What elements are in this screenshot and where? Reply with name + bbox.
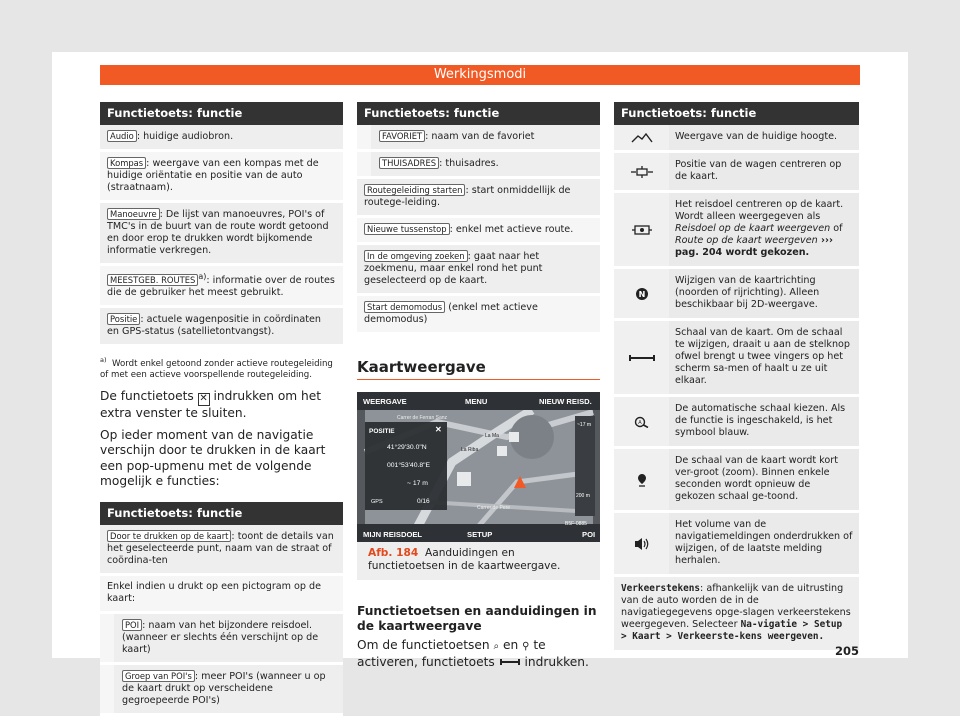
table-row: Groep van POI's : meer POI's (wanneer u op de kaart drukt op verscheidene gegroepeerde POI's)	[100, 665, 343, 716]
map-scale-label: 200 m	[576, 493, 590, 499]
nieuw-reisdoel-button[interactable]: NIEUW REISD.	[539, 397, 592, 406]
mijn-reisdoel-button[interactable]: MIJN REISDOEL	[363, 530, 423, 539]
table-row: MEESTGEB. ROUTES $^{a)}$: informatie over de routes die de gebruiker het meest gebruikt.	[100, 266, 343, 308]
table-row: Het volume van de navigatiemeldingen onderdrukken of wijzigen, of de laatste melding herhalen.	[614, 513, 859, 577]
table-row: N Wijzigen van de kaartrichting (noorden of rijrichting). Alleen beschikbaar bij 2D-weergave.	[614, 269, 859, 321]
popup-altitude: ~ 17 m	[407, 480, 428, 487]
center-destination-icon	[632, 224, 652, 236]
page-number: 205	[835, 644, 860, 658]
section-title: Kaartweergave	[357, 361, 600, 380]
table-row: Routegeleiding starten : start onmiddellijk de routege-leiding.	[357, 179, 600, 218]
map-street-label: La Riba	[461, 447, 479, 453]
function-key[interactable]: THUISADRES	[379, 157, 439, 169]
function-key[interactable]: Manoeuvre	[107, 208, 160, 220]
function-key[interactable]: Groep van POI's	[122, 670, 195, 682]
table-row: Positie van de wagen centreren op de kaart.	[614, 153, 859, 193]
navigation-screen-photo	[357, 392, 600, 542]
map-street-label: La Ma	[485, 433, 499, 439]
function-key[interactable]: FAVORIET	[379, 130, 425, 142]
table-row: Positie : actuele wagenpositie in coördinaten en GPS-status (satellietontvangst).	[100, 308, 343, 347]
table-row: In de omgeving zoeken : gaat naar het zoekmenu, maar enkel rond het punt geselecteerd op de kaart.	[357, 245, 600, 296]
zoom-pin-icon: ⚲	[522, 641, 530, 652]
map-street-label: Carrer de Ferran Sanz	[397, 415, 448, 421]
figure-caption: Afb. 184 Aanduidingen en functietoetsen in de kaartweergave.	[357, 542, 600, 580]
table-row: A De automatische schaal kiezen. Als de functie is ingeschakeld, is het symbool blauw.	[614, 397, 859, 449]
sub-heading: Functietoetsen en aanduidingen in de kaartweergave	[357, 604, 597, 633]
column-1	[100, 102, 343, 716]
function-key[interactable]: Positie	[107, 313, 140, 325]
popup-title: POSITIE	[369, 428, 395, 435]
table-row: POI : naam van het bijzondere reisdoel. (wanneer er slechts één verschijnt op de kaart)	[100, 614, 343, 665]
table-row: Nieuwe tussenstop : enkel met actieve route.	[357, 218, 600, 245]
menu-button[interactable]: MENU	[465, 397, 488, 406]
table-header: Functietoets: functie	[100, 502, 343, 525]
section-banner: Werkingsmodi	[100, 65, 860, 85]
map-street-label: Carrer de Pere	[477, 505, 511, 511]
column-2	[357, 102, 600, 676]
function-key[interactable]: In de omgeving zoeken	[364, 250, 468, 262]
paragraph: De functietoets ✕ indrukken om het extra venster te sluiten.	[100, 389, 322, 421]
setup-button[interactable]: SETUP	[467, 530, 493, 539]
function-key[interactable]: Audio	[107, 130, 137, 142]
table-row: THUISADRES : thuisadres.	[357, 152, 600, 179]
table-row: Door te drukken op de kaart : toont de details van het geselecteerde punt, naam van de straat of coördina-ten	[100, 525, 343, 576]
function-key[interactable]: MEESTGEB. ROUTES	[107, 274, 198, 286]
poi-button[interactable]: POI	[582, 530, 596, 539]
compass-north-icon	[635, 287, 649, 301]
table-row: Audio : huidige audiobron.	[100, 125, 343, 152]
table-header: Functietoets: functie	[614, 102, 859, 125]
image-reference: B5F-0885	[565, 521, 587, 527]
auto-zoom-icon	[634, 416, 650, 428]
popup-longitude: 001°53'40.8"E	[387, 462, 431, 469]
auto-zoom-icon: ⌕	[493, 641, 500, 652]
table-row: Weergave van de huidige hoogte.	[614, 125, 859, 153]
table-row: Schaal van de kaart. Om de schaal te wijzigen, draait u aan de stelknop ofwel brengt u twee vingers op het scherm sa-men of haalt u ze uit elkaar.	[614, 321, 859, 397]
map-scale-icon	[628, 354, 656, 362]
table-row: Start demomodus (enkel met actieve demomodus)	[357, 296, 600, 335]
paragraph: Om de functietoetsen ⌕ en ⚲ te activeren, functietoets indrukken.	[357, 638, 589, 669]
table-header: Functietoets: functie	[357, 102, 600, 125]
svg-text:A: A	[637, 419, 642, 426]
popup-latitude: 41°29'30.0"N	[387, 444, 427, 451]
table-header: Functietoets: functie	[100, 102, 343, 125]
weergave-button[interactable]: WEERGAVE	[363, 397, 407, 406]
map-scale-icon	[499, 655, 521, 669]
column-3	[614, 102, 859, 653]
svg-text:N: N	[638, 289, 645, 299]
table-row: FAVORIET : naam van de favoriet	[357, 125, 600, 152]
function-key[interactable]: Door te drukken op de kaart	[107, 530, 231, 542]
function-key[interactable]: Kompas	[107, 157, 146, 169]
table-row: Enkel indien u drukt op een pictogram op de kaart:	[100, 576, 343, 614]
function-key[interactable]: Nieuwe tussenstop	[364, 223, 450, 235]
table-row: Kompas : weergave van een kompas met de huidige oriëntatie en positie van de auto (straatnaam).	[100, 152, 343, 203]
popup-gps: GPS	[371, 499, 383, 505]
function-key[interactable]: Routegeleiding starten	[364, 184, 465, 196]
zoom-pin-icon	[637, 473, 647, 487]
footnote: $^{a)}$ Wordt enkel getoond zonder actieve routegeleiding of met een actieve voorspellende routegeleiding.	[100, 356, 333, 381]
table-row: Manoeuvre : De lijst van manoeuvres, POI's of TMC's in de buurt van de route wordt getoond en door erop te drukken wordt bijkomende informatie verkregen.	[100, 203, 343, 266]
center-car-icon	[631, 166, 653, 178]
function-key[interactable]: Start demomodus	[364, 301, 445, 313]
table-row: Verkeerstekens: afhankelijk van de uitrusting van de auto worden de in de navigatiegegevens opge-slagen verkeerstekens weergegeven. Selecteer Na-vigatie > Setup > Kaart > Verkeerste-kens weergeven.	[614, 577, 859, 653]
close-icon: ✕	[199, 393, 208, 405]
nav-volume-icon	[633, 537, 651, 551]
altitude-icon	[631, 133, 653, 143]
table-row: De schaal van de kaart wordt kort ver-groot (zoom). Binnen enkele seconden wordt opnieuw de gekozen schaal ge-toond.	[614, 449, 859, 513]
popup-satellites: 0/16	[417, 498, 430, 505]
table-row: Het reisdoel centreren op de kaart. Wordt alleen weergegeven als Reisdoel op de kaart weergeven of Route op de kaart weergeven ››› pag. 204 wordt gekozen.	[614, 193, 859, 269]
altitude-label: ~17 m	[577, 422, 592, 428]
close-icon[interactable]: ✕	[435, 425, 442, 434]
function-key[interactable]: POI	[122, 619, 142, 631]
paragraph: Op ieder moment van de navigatie verschijn door te drukken in de kaart een pop-upmenu met de volgende mogelijk e functies:	[100, 427, 326, 489]
